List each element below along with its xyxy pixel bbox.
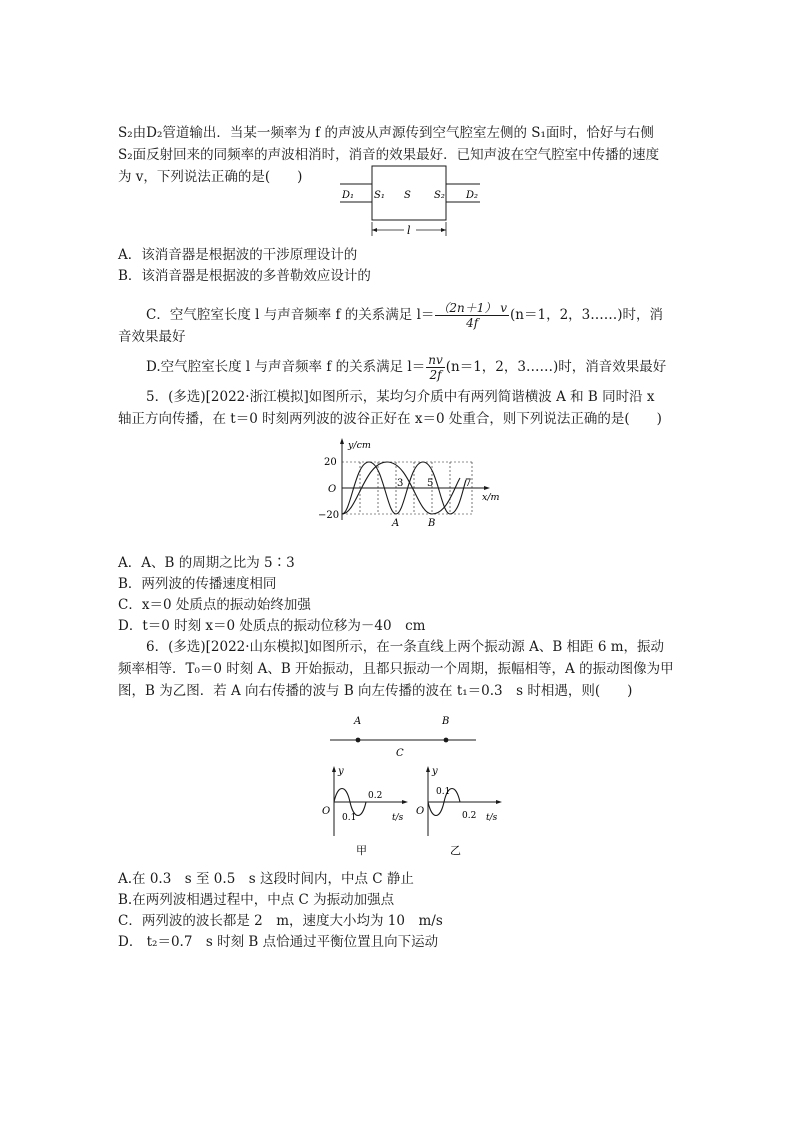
q5-option-a: A．A、B 的周期之比为 5∶3 [118, 555, 295, 571]
q4-option-c-fraction: $\frac{(2n+1) v}{4f}$ [437, 301, 508, 330]
sources-line-diagram [326, 708, 482, 762]
question6-stem-line2: 频率相等．T₀＝0 时刻 A、B 开始振动，且都只振动一个周期，振幅相等，A 的振动图像为甲 [118, 661, 674, 677]
question5-stem-line2: 轴正方向传播，在 t＝0 时刻两列波的波谷正好在 x＝0 处重合，则下列说法正确的是( ) [118, 411, 662, 427]
jia-y-label: y [338, 766, 344, 777]
wave-xtick-5: 5 [427, 478, 434, 489]
yi-origin: O [416, 806, 425, 817]
wave-ytick-20: 20 [324, 457, 337, 468]
muffler-diagram [330, 160, 490, 240]
q5-option-c: C．x＝0 处质点的振动始终加强 [118, 597, 311, 613]
wave-label-a: A [392, 518, 400, 529]
jia-tick-02: 0.2 [368, 791, 383, 801]
q6-option-c: C．两列波的波长都是 2 m，速度大小均为 10 m/s [118, 913, 443, 929]
q5-option-d: D．t＝0 时刻 x＝0 处质点的振动位移为－40 cm [118, 618, 426, 634]
wave-label-b: B [428, 518, 436, 529]
jia-t-label: t/s [392, 813, 404, 823]
wave-ytick-neg20: −20 [318, 510, 340, 521]
q4-option-d-fraction: $\frac{nv}{2f}$ [428, 353, 443, 382]
point-a-label: A [354, 716, 362, 727]
question6-stem-line3: 图，B 为乙图．若 A 向右传播的波与 B 向左传播的波在 t₁＝0.3 s 时相遇，则( ) [118, 683, 633, 699]
q4-option-d-tail: (n＝1，2，3……)时，消音效果最好 [445, 359, 667, 375]
wave-xtick-3: 3 [397, 478, 404, 489]
q4-option-d-text: D.空气腔室长度 l 与声音频率 f 的关系满足 l＝ [146, 359, 426, 375]
q4-option-c-tail: (n＝1，2，3……)时，消 [510, 307, 664, 323]
q4-option-d [146, 352, 706, 382]
q4-option-a: A．该消音器是根据波的干涉原理设计的 [118, 247, 358, 263]
yi-y-label: y [432, 766, 438, 777]
jia-caption: 甲 [356, 844, 367, 857]
wave-xtick-7: 7 [465, 478, 472, 489]
q6-option-d: D． t₂＝0.7 s 时刻 B 点恰通过平衡位置且向下运动 [118, 934, 439, 950]
question6-stem-line1: 6．(多选)[2022·山东模拟]如图所示，在一条直线上两个振动源 A、B 相距 6 m，振动 [146, 639, 665, 655]
yi-t-label: t/s [486, 813, 498, 823]
wave-diagram [310, 434, 510, 530]
wave-xlabel: x/m [482, 492, 500, 503]
q4-option-c-line2: 音效果最好 [118, 329, 186, 345]
label-d2: D₂ [466, 190, 479, 201]
point-b-label: B [442, 716, 450, 727]
question5-stem-line1: 5．(多选)[2022·浙江模拟]如图所示，某均匀介质中有两列简谐横波 A 和 B 同时沿 x [146, 389, 655, 405]
label-d1: D₁ [342, 190, 355, 201]
label-s1: S₁ [374, 190, 385, 201]
question4-stem-line2: S₂面反射回来的同频率的声波相消时，消音的效果最好．已知声波在空气腔室中传播的速度 [118, 147, 660, 163]
label-s: S [404, 190, 411, 201]
jia-tick-01: 0.1 [342, 813, 357, 823]
q4-option-b: B．该消音器是根据波的多普勒效应设计的 [118, 268, 371, 284]
question4-stem-line3: 为 v，下列说法正确的是( ) [118, 169, 303, 185]
point-c-label: C [396, 748, 404, 759]
label-s2: S₂ [434, 190, 445, 201]
q4-option-c-text: C．空气腔室长度 l 与声音频率 f 的关系满足 l＝ [146, 307, 435, 323]
vibration-graph-jia [320, 764, 412, 860]
wave-ylabel: y/cm [348, 440, 371, 451]
q5-option-b: B．两列波的传播速度相同 [118, 576, 277, 592]
q6-option-a: A.在 0.3 s 至 0.5 s 这段时间内，中点 C 静止 [118, 871, 414, 887]
yi-caption: 乙 [450, 844, 461, 857]
jia-origin: O [322, 806, 331, 817]
label-l: l [407, 224, 411, 237]
q6-option-b: B.在两列波相遇过程中，中点 C 为振动加强点 [118, 892, 395, 908]
question4-stem-line1: S₂由D₂管道输出．当某一频率为 f 的声波从声源传到空气腔室左侧的 S₁面时，恰好与右侧 [118, 125, 654, 141]
yi-tick-01: 0.1 [436, 787, 451, 797]
yi-tick-02: 0.2 [462, 811, 477, 821]
vibration-graph-yi [414, 764, 506, 860]
wave-origin: O [328, 484, 337, 495]
